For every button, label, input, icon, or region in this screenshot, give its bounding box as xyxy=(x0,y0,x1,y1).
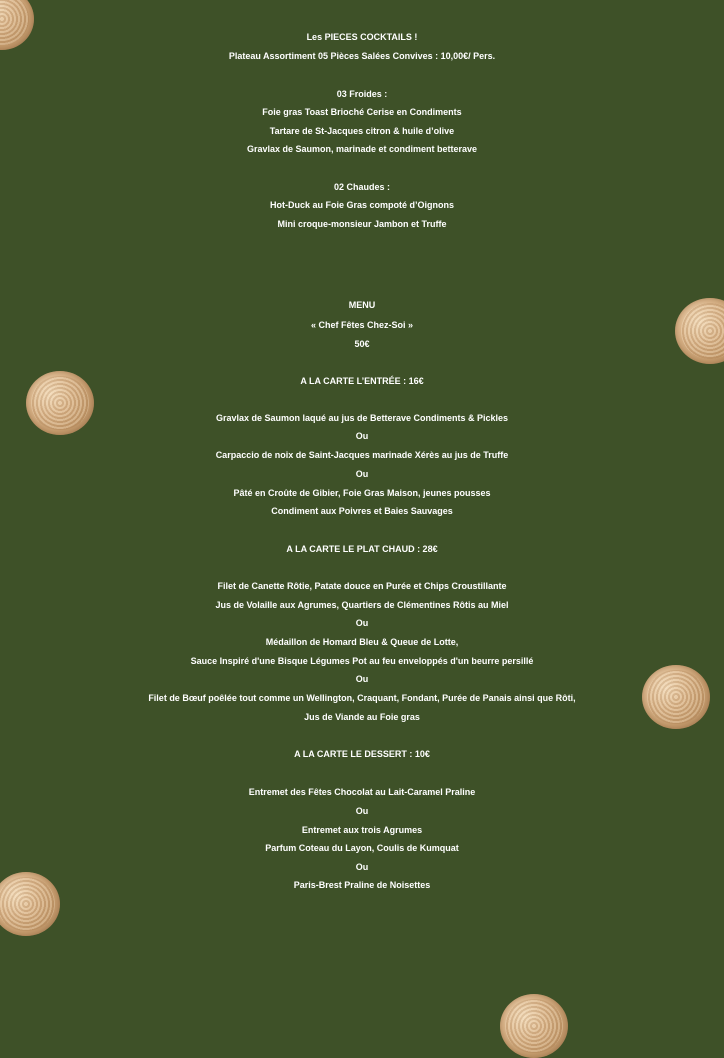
cold-item: Gravlax de Saumon, marinade et condiment betterave xyxy=(246,144,478,154)
menu-label: MENU xyxy=(348,300,376,310)
cold-item: Tartare de St-Jacques citron & huile d’olive xyxy=(269,126,455,136)
hot-heading: 02 Chaudes : xyxy=(333,182,391,192)
main-line: Médaillon de Homard Bleu & Queue de Lotte, xyxy=(265,637,459,647)
main-heading: A LA CARTE LE PLAT CHAUD : 28€ xyxy=(286,544,438,554)
dessert-line: Entremet des Fêtes Chocolat au Lait-Caramel Praline xyxy=(248,787,476,797)
starter-line: Ou xyxy=(355,431,369,441)
menu-price: 50€ xyxy=(354,339,370,349)
starter-heading: A LA CARTE L’ENTRÉE : 16€ xyxy=(300,376,424,386)
cold-heading: 03 Froides : xyxy=(336,89,388,99)
main-line: Ou xyxy=(355,618,369,628)
main-line: Ou xyxy=(355,674,369,684)
dessert-line: Paris-Brest Praline de Noisettes xyxy=(293,880,431,890)
hot-item: Hot-Duck au Foie Gras compoté d’Oignons xyxy=(269,200,455,210)
starter-line: Ou xyxy=(355,469,369,479)
cocktails-title: Les PIECES COCKTAILS ! xyxy=(306,32,418,42)
cold-item: Foie gras Toast Brioché Cerise en Condiments xyxy=(262,107,462,117)
dessert-line: Ou xyxy=(355,806,369,816)
starter-line: Pâté en Croûte de Gibier, Foie Gras Maison, jeunes pousses xyxy=(233,488,491,498)
main-line: Jus de Viande au Foie gras xyxy=(304,712,420,722)
starter-line: Gravlax de Saumon laqué au jus de Betterave Condiments & Pickles xyxy=(215,413,509,423)
main-line: Filet de Bœuf poêlée tout comme un Wellington, Craquant, Fondant, Purée de Panais ainsi que Rôti, xyxy=(148,693,576,703)
hot-item: Mini croque-monsieur Jambon et Truffe xyxy=(277,219,447,229)
dessert-line: Entremet aux trois Agrumes xyxy=(301,825,423,835)
starter-line: Condiment aux Poivres et Baies Sauvages xyxy=(271,506,453,516)
main-line: Filet de Canette Rôtie, Patate douce en Purée et Chips Croustillante xyxy=(217,581,507,591)
dessert-line: Parfum Coteau du Layon, Coulis de Kumquat xyxy=(265,843,459,853)
main-line: Sauce Inspiré d'une Bisque Légumes Pot au feu enveloppés d'un beurre persillé xyxy=(190,656,534,666)
starter-line: Carpaccio de noix de Saint-Jacques marinade Xérès au jus de Truffe xyxy=(215,450,509,460)
dessert-heading: A LA CARTE LE DESSERT : 10€ xyxy=(294,749,430,759)
main-line: Jus de Volaille aux Agrumes, Quartiers de Clémentines Rôtis au Miel xyxy=(215,600,509,610)
gold-dot-decoration xyxy=(500,994,568,1058)
menu-name: « Chef Fêtes Chez-Soi » xyxy=(310,320,414,330)
dessert-line: Ou xyxy=(355,862,369,872)
cocktails-platter: Plateau Assortiment 05 Pièces Salées Convives : 10,00€/ Pers. xyxy=(228,51,496,61)
